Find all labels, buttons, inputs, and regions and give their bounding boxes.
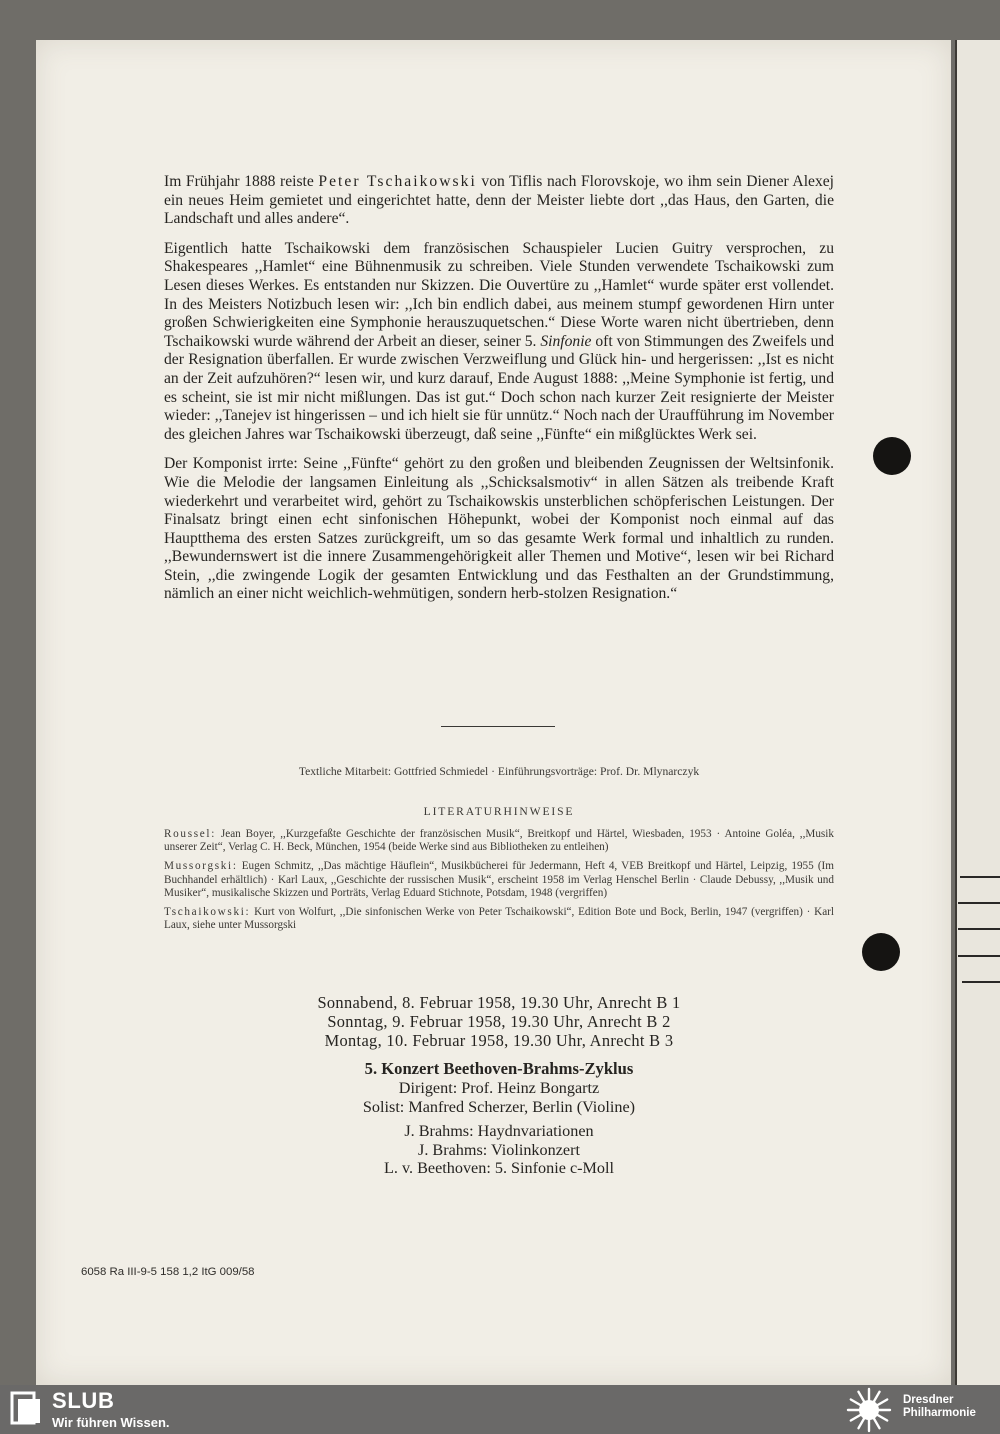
page-edge-line	[958, 928, 1000, 930]
slub-logo-icon[interactable]	[10, 1391, 42, 1425]
punch-hole	[862, 933, 900, 971]
soloist-line: Solist: Manfred Scherzer, Berlin (Violine)	[362, 1097, 636, 1116]
page-edge-line	[960, 876, 1000, 878]
concert-title: 5. Konzert Beethoven-Brahms-Zyklus	[364, 1059, 634, 1078]
italic-work-title: Sinfonie	[540, 332, 592, 350]
literature-composer: Roussel:	[164, 828, 216, 840]
page-edge-line	[958, 955, 1000, 957]
literature-text: Jean Boyer, ,,Kurzgefaßte Geschichte der französischen Musik“, Breitkopf und Härtel, Wiesbaden, 1953 · Antoine Goléa, ,,Musik unserer Zeit“, Verlag C. H. Beck, München, 1954 (beide Werke sind aus Bibliotheken zu entleihen)	[164, 828, 834, 854]
program-work: L. v. Beethoven: 5. Sinfonie c-Moll	[383, 1159, 615, 1178]
program-work: J. Brahms: Violinkonzert	[418, 1140, 580, 1159]
section-divider	[441, 726, 555, 727]
text-run: Im Frühjahr 1888 reiste	[164, 173, 319, 190]
punch-hole	[873, 437, 911, 475]
text-run: von Tiflis nach Florovskoje, wo ihm sein Diener Alexej ein neues Heim gemietet und eingerichtet hatte, denn der Meister liebte dort ,,das Haus, den Garten, die Landschaft und alles andere“.	[164, 173, 834, 228]
literature-composer: Mussorgski:	[164, 860, 238, 873]
concert-date: Montag, 10. Februar 1958, 19.30 Uhr, Anrecht B 3	[324, 1031, 674, 1050]
page-edge-line	[958, 902, 1000, 904]
literature-text: Eugen Schmitz, ,,Das mächtige Häuflein“, Musikbücherei für Jedermann, Heft 4, VEB Breitkopf und Härtel, Leipzig, 1955 (Im Buchhandel erhältlich) · Karl Laux, ,,Geschichte der russischen Musik“, erscheint 1958 im Verlag Henschel Berlin · Claude Debussy, ,,Musik und Musiker“, musikalische Skizzen und Porträts, Verlag Eduard Stichnote, Potsdam, 1948 (vergriffen)	[164, 860, 834, 899]
print-code: 6058 Ra III-9-5 158 1,2 ItG 009/58	[81, 1266, 255, 1278]
literature-text: Kurt von Wolfurt, ,,Die sinfonischen Werke von Peter Tschaikowski“, Edition Bote und Bock, Berlin, 1947 (vergriffen) · Karl Laux, siehe unter Mussorgski	[164, 906, 834, 932]
concert-program	[164, 993, 834, 1178]
slub-name[interactable]: SLUB	[52, 1388, 115, 1413]
slub-tagline: Wir führen Wissen.	[52, 1415, 170, 1430]
program-work: J. Brahms: Haydnvariationen	[404, 1122, 594, 1141]
footer-bar	[0, 1385, 1000, 1434]
dresdner-line-1: Dresdner	[903, 1394, 954, 1406]
literature-heading: LITERATURHINWEISE	[423, 805, 575, 818]
literature-entry	[164, 906, 834, 932]
essay-text	[164, 173, 834, 615]
page-edge-line	[962, 981, 1000, 983]
adjacent-page-edge	[955, 40, 1000, 1385]
credits-line: Textliche Mitarbeit: Gottfried Schmiedel · Einführungsvorträge: Prof. Dr. Mlynarczyk	[298, 765, 700, 778]
literature-entry	[164, 860, 834, 900]
literature-list	[164, 828, 834, 938]
literature-entry	[164, 828, 834, 854]
text-run: Der Komponist irrte: Seine ,,Fünfte“ gehört zu den großen und bleibenden Zeugnissen der Weltsinfonik. Wie die Melodie der langsamen Einleitung als ,,Schicksalsmotiv“ in allen Sätzen als treibende Kraft wiederkehrt und verarbeitet wird, gehört zu Tschaikowskis unsterblichen schöpferischen Leistungen. Der Finalsatz bringt einen echt sinfonischen Höhepunkt, wobei der Komponist noch einmal auf das Hauptthema des ersten Satzes zurückgreift, um so das gesamte Werk formal und inhaltlich zu runden. ,,Bewundernswert ist die innere Zusammengehörigkeit aller Themen und Motive“, lesen wir bei Richard Stein, ,,die zwingende Logik der gesamten Entwicklung und das Festhalten an der Grundstimmung, nämlich an einer nicht weichlich-wehmütigen, sondern herb-stolzen Resignation.“	[164, 455, 834, 603]
essay-paragraph	[164, 240, 834, 445]
conductor-line: Dirigent: Prof. Heinz Bongartz	[398, 1079, 600, 1097]
literature-composer: Tschaikowski:	[164, 906, 251, 919]
essay-paragraph	[164, 173, 834, 229]
dresdner-line-2: Philharmonie	[903, 1407, 976, 1419]
concert-date: Sonnabend, 8. Februar 1958, 19.30 Uhr, Anrecht B 1	[317, 993, 681, 1012]
composer-name-spaced: Peter Tschaikowski	[318, 173, 477, 190]
essay-paragraph	[164, 455, 834, 604]
concert-date: Sonntag, 9. Februar 1958, 19.30 Uhr, Anrecht B 2	[327, 1012, 671, 1031]
text-run: Eigentlich hatte Tschaikowski dem französischen Schauspieler Lucien Guitry versprochen, zu Shakespeares ,,Hamlet“ eine Bühnenmusik zu schreiben. Viele Stunden verwendete Tschaikowski zum Lesen dieses Werkes. Es entstanden nur Skizzen. Die Ouvertüre zu ,,Hamlet“ wurde später erst vollendet. In des Meisters Notizbuch lesen wir: ,,Ich bin endlich dabei, aus meinem stumpf gewordenen Hirn unter großen Schwierigkeiten eine Symphonie herauszuquetschen.“ Diese Worte waren nicht übertrieben, denn Tschaikowski wurde während der Arbeit an dieser, seiner 5.	[164, 239, 834, 350]
dresdner-philharmonie-logo-icon[interactable]	[842, 1386, 896, 1434]
text-run: oft von Stimmungen des Zweifels und der Resignation überfallen. Er wurde zwischen Verzweiflung und Glück hin- und hergerissen: ,,Ist es nicht an der Zeit aufzuhören?“ lesen wir, und kurz darauf, Ende August 1888: ,,Meine Symphonie ist fertig, und es scheint, sie ist mir nicht mißlungen. Das ist gut.“ Doch schon nach kurzer Zeit resignierte der Meister wieder: ,,Tanejev ist hingerissen – und ich hielt sie für unnütz.“ Noch nach der Uraufführung im November des gleichen Jahres war Tschaikowski überzeugt, daß seine ,,Fünfte“ ein mißglücktes Werk sei.	[164, 332, 835, 443]
dresdner-philharmonie-name[interactable]	[903, 1394, 976, 1420]
